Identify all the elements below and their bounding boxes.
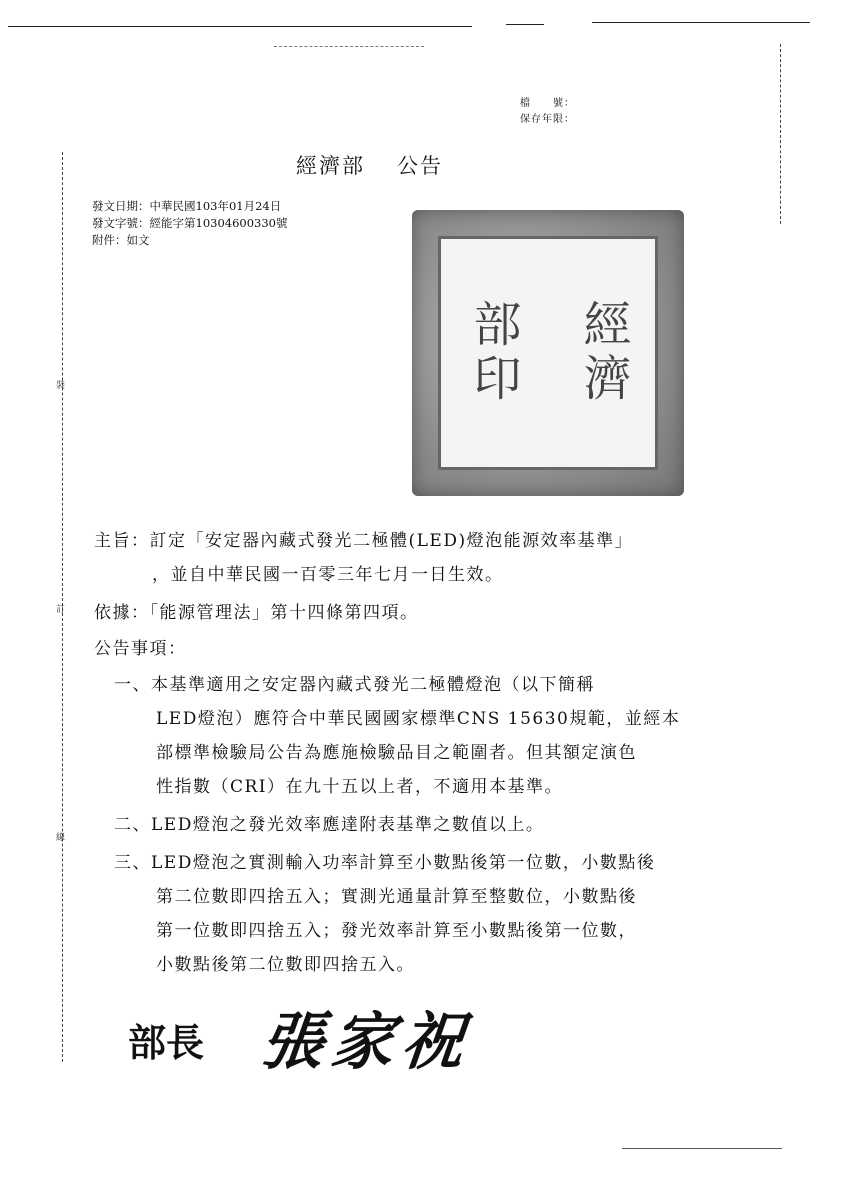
seal-text: [438, 236, 658, 470]
item-1-line-2: LED燈泡）應符合中華民國國家標準CNS 15630規範，並經本: [156, 709, 681, 729]
page-title: [296, 150, 475, 180]
signature-title: 部長: [128, 1020, 205, 1065]
item-3-line-2: 第二位數即四捨五入；實測光通量計算至整數位，小數點後: [156, 887, 637, 907]
item-3-line-1: 三、LED燈泡之實測輸入功率計算至小數點後第一位數，小數點後: [114, 853, 656, 873]
signature-name: 張家祝: [257, 1005, 476, 1078]
subject-line-2: ，並自中華民國一百零三年七月一日生效。: [152, 565, 504, 585]
item-3-line-4: 小數點後第二位數即四捨五入。: [156, 955, 415, 975]
seal-column-1: 經濟: [575, 299, 631, 407]
file-info: [520, 96, 575, 128]
official-seal: [412, 210, 684, 496]
item-2: 二、LED燈泡之發光效率應達附表基準之數值以上。: [114, 815, 545, 835]
issue-date: 發文日期：中華民國103年01月24日: [92, 199, 282, 213]
binding-mark-xian: 線: [56, 833, 66, 843]
file-no-label: 檔 號：: [520, 98, 575, 109]
right-edge-line: [780, 44, 781, 224]
top-rule-mid: [506, 24, 544, 25]
retention-label: 保存年限：: [520, 114, 575, 125]
top-dash: [274, 46, 424, 47]
agency-name: 經濟部: [296, 154, 365, 178]
basis: 依據：「能源管理法」第十四條第四項。: [94, 603, 419, 623]
notice-heading: 公告事項：: [94, 639, 187, 659]
bottom-rule: [622, 1148, 782, 1149]
binding-mark-zhuang: 裝: [56, 381, 66, 391]
document-meta: [92, 198, 287, 249]
item-1-line-1: 一、本基準適用之安定器內藏式發光二極體燈泡（以下簡稱: [114, 675, 595, 695]
item-1-line-4: 性指數（CRI）在九十五以上者，不適用本基準。: [156, 777, 564, 797]
attachment: 附件：如文: [92, 233, 150, 247]
doc-type: 公告: [397, 154, 443, 178]
seal-column-2: 部印: [465, 299, 521, 407]
document-number: 發文字號：經能字第10304600330號: [92, 216, 288, 230]
top-rule-right: [592, 22, 810, 23]
item-1-line-3: 部標準檢驗局公告為應施檢驗品目之範圍者。但其額定演色: [156, 743, 637, 763]
binding-mark-ding: 訂: [56, 605, 66, 615]
subject-line-1: 主旨：訂定「安定器內藏式發光二極體(LED)燈泡能源效率基準」: [94, 531, 634, 551]
top-rule-left: [8, 26, 472, 27]
item-3-line-3: 第一位數即四捨五入；發光效率計算至小數點後第一位數，: [156, 921, 637, 941]
